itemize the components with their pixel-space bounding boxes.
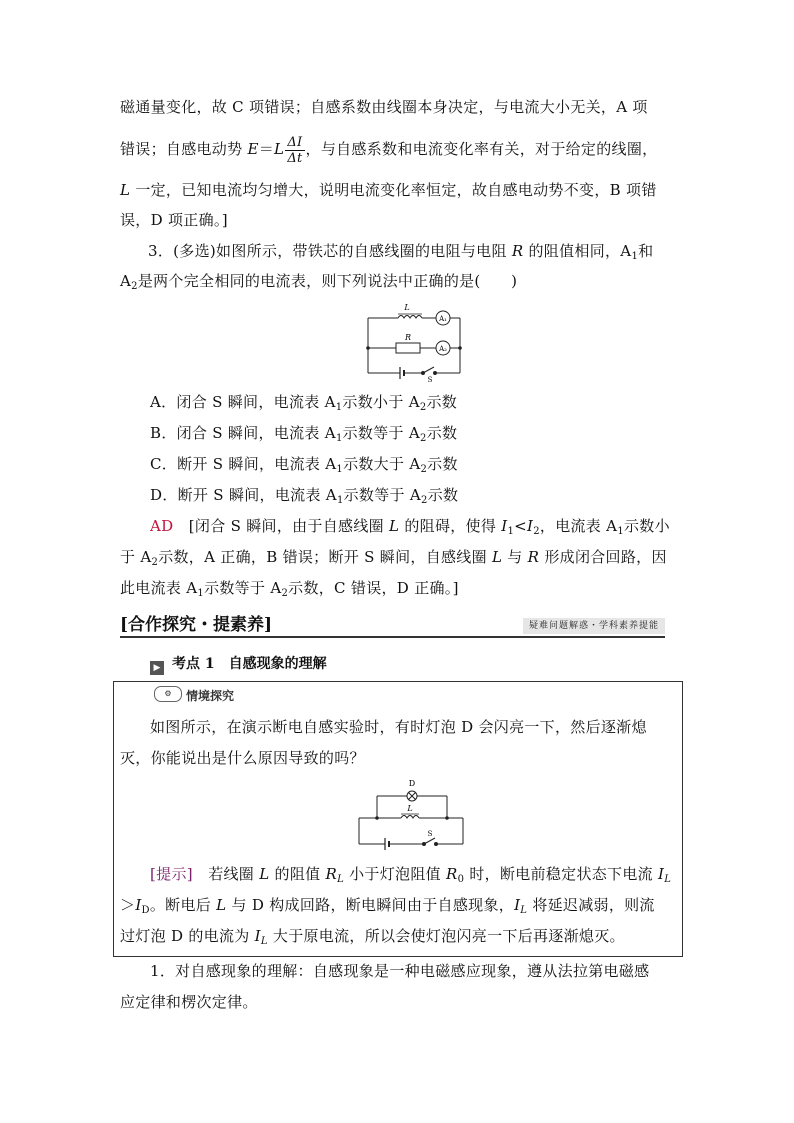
section-tag: 疑难问题解惑・学科素养提能 [523, 618, 665, 634]
text-line: 错误；自感电动势 E＝L $\frac{\Delta I}{\Delta t}$ ，与自感系数和电流变化率有关，对于给定的线圈， [120, 134, 658, 166]
option-d: D．断开 S 瞬间，电流表 $A_1$示数等于 $A_2$示数 [150, 486, 459, 506]
inductor-L-label: L [407, 804, 413, 813]
ammeter-A2-label: A₂ [439, 345, 447, 353]
section-header [120, 610, 665, 638]
circuit-diagram-2 [355, 774, 467, 850]
answer-key: AD [150, 517, 174, 535]
answer-line2: 于 $A_2$示数，A 正确，B 错误；断开 S 瞬间，自感线圈 L 与 R 形成闭合回路，因 [120, 548, 667, 568]
scenario-text-line1: 如图所示，在演示断电自感实验时，有时灯泡 D 会闪亮一下，然后逐渐熄 [150, 718, 647, 736]
hint-line1: [提示] 若线圈 L 的阻值 $R_L$ 小于灯泡阻值 $R_0$ 时，断电前稳定状态下电流 $I_L$ [150, 865, 672, 885]
hint-line3: 过灯泡 D 的电流为 $I_L$ 大于原电流，所以会使灯泡闪亮一下后再逐渐熄灭。 [120, 927, 625, 947]
section-title: [合作探究・提素养] [120, 615, 273, 635]
bottom-text-line2: 应定律和楞次定律。 [120, 993, 258, 1011]
scenario-icon: ⚙ [154, 686, 182, 702]
text-line: L 一定，已知电流均匀增大，说明电流变化率恒定，故自感电动势不变，B 项错 [120, 181, 657, 199]
option-c: C．断开 S 瞬间，电流表 $A_1$示数大于 $A_2$示数 [150, 455, 458, 475]
option-b: B．闭合 S 瞬间，电流表 $A_1$示数等于 $A_2$示数 [150, 424, 458, 444]
lamp-D-label: D [408, 779, 416, 788]
text-line: 磁通量变化，故 C 项错误；自感系数由线圈本身决定，与电流大小无关，A 项 [120, 98, 648, 116]
question-3-line1: 3．(多选)如图所示，带铁芯的自感线圈的电阻与电阻 R 的阻值相同，$A_1$和 [148, 242, 654, 262]
scenario-label: ⚙ 情境探究 [154, 687, 234, 704]
bottom-text-line1: 1．对自感现象的理解：自感现象是一种电磁感应现象，遵从法拉第电磁感 [150, 962, 650, 980]
play-triangle-icon: ▶ [150, 661, 164, 675]
topic-heading: ▶ 考点 1 自感现象的理解 [150, 653, 327, 675]
circuit-label-L: L [404, 303, 410, 312]
hint-label: [提示] [150, 865, 193, 883]
circuit-diagram-1 [360, 300, 470, 382]
ammeter-A1-label: A₁ [439, 315, 447, 323]
scenario-text-line2: 灭，你能说出是什么原因导致的吗？ [120, 749, 365, 767]
option-a: A．闭合 S 瞬间，电流表 $A_1$示数小于 $A_2$示数 [150, 393, 458, 413]
switch-S-label: S [427, 830, 433, 838]
question-3-line2: $A_2$是两个完全相同的电流表，则下列说法中正确的是( ) [120, 272, 518, 292]
answer-line1: AD [闭合 S 瞬间，由于自感线圈 L 的阻碍，使得 $I_1<I_2$，电流表 $A_1$示数小 [150, 517, 670, 537]
text-line: 误，D 项正确。] [120, 211, 228, 229]
fraction: $\frac{\Delta I}{\Delta t}$ [287, 134, 303, 166]
answer-line3: 此电流表 $A_1$示数等于 $A_2$示数，C 错误，D 正确。] [120, 579, 459, 599]
hint-line2: $>I_D$。断电后 L 与 D 构成回路，断电瞬间由于自感现象，$I_L$ 将延迟减弱，则流 [120, 896, 655, 916]
circuit-label-S: S [427, 376, 433, 382]
circuit-label-R: R [404, 333, 412, 342]
